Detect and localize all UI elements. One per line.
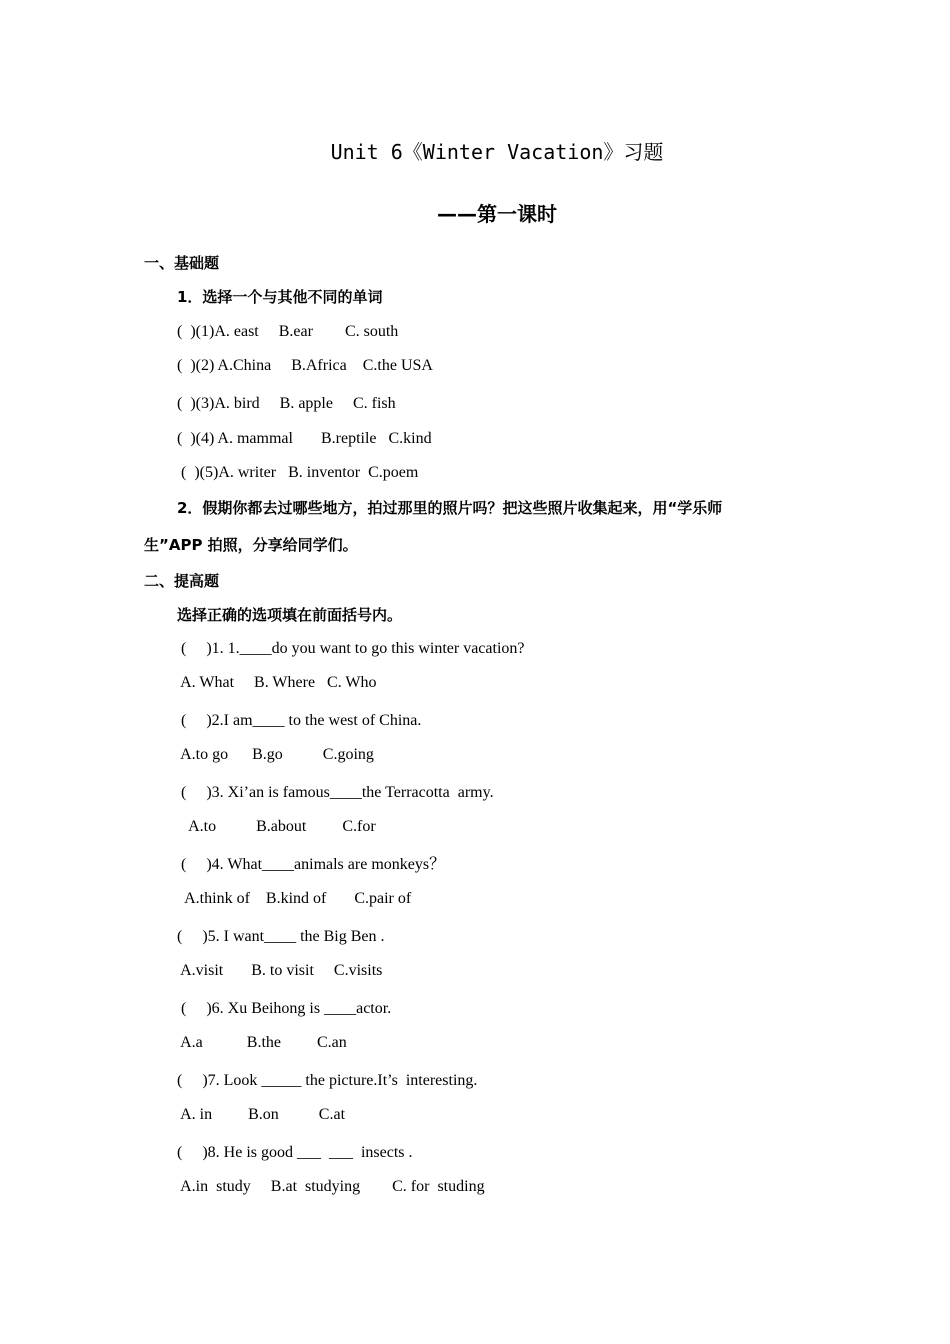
q1-instruction: 1．选择一个与其他不同的单词 (177, 288, 383, 306)
page-title: Unit 6《Winter Vacation》习题 (330, 140, 664, 164)
section1-heading: 一、基础题 (144, 254, 220, 272)
question-options: A. What B. Where C. Who (177, 674, 377, 691)
q1-item: ( )(3)A. bird B. apple C. fish (177, 395, 396, 412)
q1-item: ( )(1)A. east B.ear C. south (177, 323, 399, 340)
question-text: ( )8. He is good ___ ___ insects . (177, 1144, 413, 1161)
question-text: ( )6. Xu Beihong is ____actor. (177, 1000, 392, 1017)
question-options: A. in B.on C.at (177, 1106, 346, 1123)
question-options: A.in study B.at studying C. for studing (177, 1178, 485, 1195)
section2-instruction: 选择正确的选项填在前面括号内。 (177, 606, 403, 624)
question-text: ( )7. Look _____ the picture.It’s interesting. (177, 1072, 478, 1089)
page-subtitle: ——第一课时 (437, 202, 557, 226)
question-options: A.think of B.kind of C.pair of (177, 890, 412, 907)
q2-line2: 生”APP 拍照，分享给同学们。 (144, 536, 358, 554)
q1-item: ( )(5)A. writer B. inventor C.poem (177, 464, 419, 481)
section2-heading: 二、提高题 (144, 572, 220, 590)
q1-item: ( )(4) A. mammal B.reptile C.kind (177, 430, 432, 447)
question-options: A.to go B.go C.going (177, 746, 374, 763)
question-text: ( )2.I am____ to the west of China. (177, 712, 422, 729)
question-options: A.a B.the C.an (177, 1034, 347, 1051)
question-options: A.to B.about C.for (177, 818, 376, 835)
q1-item: ( )(2) A.China B.Africa C.the USA (177, 357, 433, 374)
question-options: A.visit B. to visit C.visits (177, 962, 383, 979)
question-text: ( )4. What____animals are monkeys？ (177, 856, 446, 873)
question-text: ( )1. 1.____do you want to go this winter vacation? (177, 640, 525, 657)
question-text: ( )3. Xi’an is famous____the Terracotta army. (177, 784, 494, 801)
question-text: ( )5. I want____ the Big Ben . (177, 928, 385, 945)
q2-line1: 2．假期你都去过哪些地方，拍过那里的照片吗？把这些照片收集起来，用“学乐师 (177, 499, 723, 517)
